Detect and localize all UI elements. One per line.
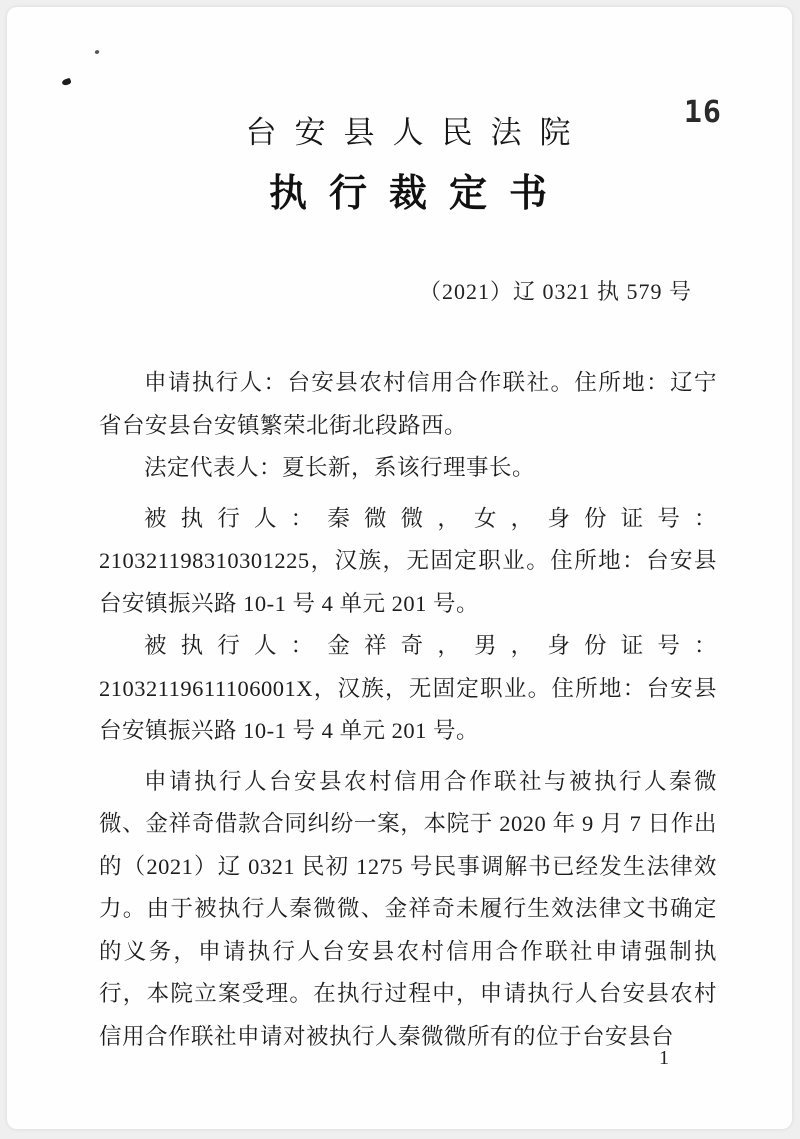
paragraph-applicant: 申请执行人：台安县农村信用合作联社。住所地：辽宁省台安县台安镇繁荣北街北段路西。 — [99, 370, 717, 438]
court-name-title: 台安县人民法院 — [245, 115, 589, 150]
document-type-title: 执行裁定书 — [268, 173, 569, 215]
ink-speck — [94, 49, 99, 54]
paragraph-respondent-1: 被执行人：秦微微，女，身份证号：210321198310301225，汉族，无固定职业。住所地：台安县台安镇振兴路 10-1 号 4 单元 201 号。 — [99, 505, 717, 616]
scan-page-index-label: 16 — [683, 95, 722, 130]
page-number: 1 — [659, 1047, 669, 1069]
document-page — [7, 7, 792, 1129]
case-number: （2021）辽 0321 执 579 号 — [418, 279, 692, 304]
paragraph-legal-representative: 法定代表人：夏长新，系该行理事长。 — [144, 455, 536, 480]
document-body — [99, 362, 717, 1058]
ink-speck — [61, 78, 72, 87]
paragraph-respondent-2: 被执行人：金祥奇，男，身份证号：21032119611106001X，汉族，无固定职业。住所地：台安县台安镇振兴路 10-1 号 4 单元 201 号。 — [99, 633, 717, 743]
paragraph-case-summary: 申请执行人台安县农村信用合作联社与被执行人秦微微、金祥奇借款合同纠纷一案，本院于 2020 年 9 月 7 日作出的（2021）辽 0321 民初 1275 号民事调解书已经发生法律效力。由于被执行人秦微微、金祥奇未履行生效法律文书确定的义务，申请执行人台安县农村信用合作联社申请强制执行，本院立案受理。在执行过程中，申请执行人台安县农村信用合作联社申请对被执行人秦微微所有的位于台安县台 — [99, 768, 717, 1049]
